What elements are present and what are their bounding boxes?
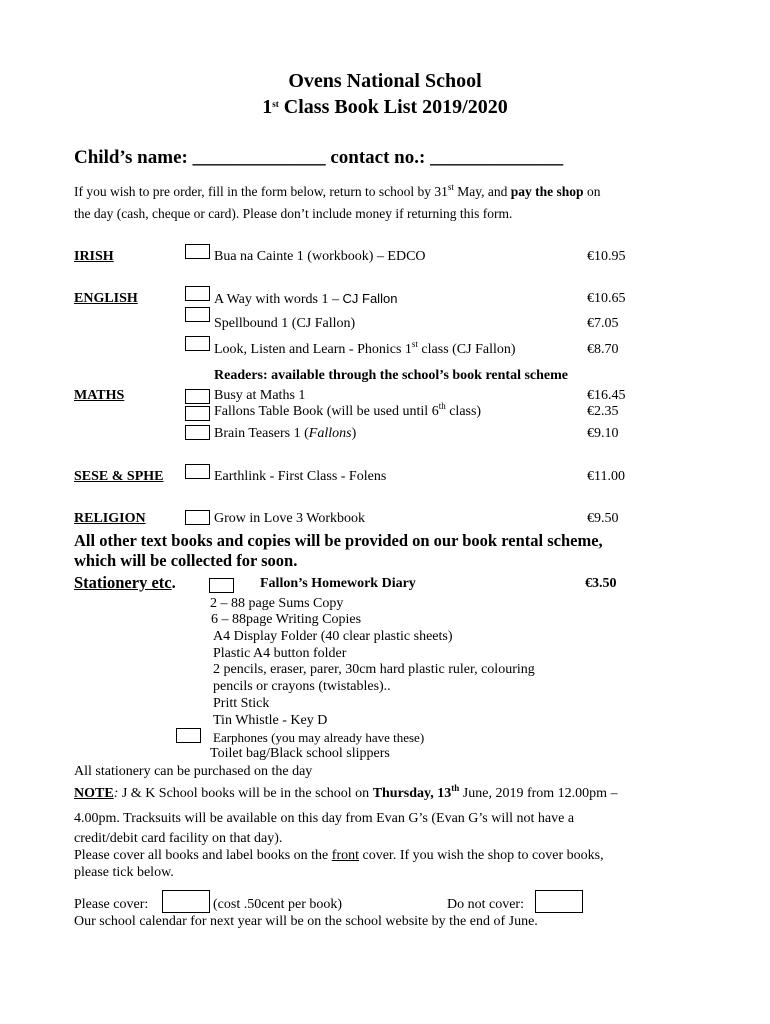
calendar-note: Our school calendar for next year will be on the school website by the end of June. bbox=[74, 914, 538, 929]
checkbox-sese-1[interactable] bbox=[185, 464, 210, 479]
rental-note-line-2: which will be collected for soon. bbox=[74, 551, 298, 570]
checkbox-english-3[interactable] bbox=[185, 336, 210, 351]
stationery-item: pencils or crayons (twistables).. bbox=[213, 679, 391, 694]
subject-sese-sphe: SESE & SPHE bbox=[74, 469, 164, 484]
price-irish-1: €10.95 bbox=[587, 249, 626, 264]
checkbox-maths-2[interactable] bbox=[185, 406, 210, 421]
stationery-heading: Stationery etc. bbox=[74, 573, 176, 592]
stationery-item: Earphones (you may already have these) bbox=[213, 730, 425, 745]
subject-religion: RELIGION bbox=[74, 511, 146, 526]
note-line-5: please tick below. bbox=[74, 865, 174, 880]
subject-irish: IRISH bbox=[74, 249, 114, 264]
price-maths-1: €16.45 bbox=[587, 388, 626, 403]
price-english-2: €7.05 bbox=[587, 316, 619, 331]
subject-english: ENGLISH bbox=[74, 291, 138, 306]
note-line-2: 4.00pm. Tracksuits will be available on this day from Evan G’s (Evan G’s will not have a bbox=[74, 811, 575, 826]
book-english-3: Look, Listen and Learn - Phonics 1st class (CJ Fallon) bbox=[214, 339, 516, 357]
stationery-item: 2 – 88 page Sums Copy bbox=[210, 596, 344, 611]
checkbox-maths-3[interactable] bbox=[185, 425, 210, 440]
note-line-1: NOTE: J & K School books will be in the school on Thursday, 13th June, 2019 from 12.00pm – bbox=[74, 783, 618, 801]
list-title: 1st Class Book List 2019/2020 bbox=[262, 96, 508, 118]
checkbox-english-1[interactable] bbox=[185, 286, 210, 301]
school-name: Ovens National School bbox=[288, 70, 482, 92]
book-maths-1: Busy at Maths 1 bbox=[214, 388, 306, 403]
note-line-3: credit/debit card facility on that day). bbox=[74, 831, 283, 846]
book-sese-1: Earthlink - First Class - Folens bbox=[214, 469, 387, 484]
price-sese-1: €11.00 bbox=[587, 469, 625, 484]
price-english-3: €8.70 bbox=[587, 342, 619, 357]
stationery-item: 6 – 88page Writing Copies bbox=[211, 612, 362, 627]
stationery-footer: All stationery can be purchased on the day bbox=[74, 764, 313, 779]
please-cover-label: Please cover: bbox=[74, 897, 149, 912]
price-religion-1: €9.50 bbox=[587, 511, 619, 526]
rental-note-line-1: All other text books and copies will be provided on our book rental scheme, bbox=[74, 531, 603, 550]
do-not-cover-box[interactable] bbox=[535, 890, 583, 913]
book-irish-1: Bua na Cainte 1 (workbook) – EDCO bbox=[214, 249, 426, 264]
readers-note: Readers: available through the school’s book rental scheme bbox=[214, 368, 569, 383]
diary-item: Fallon’s Homework Diary bbox=[260, 576, 416, 591]
please-cover-box[interactable] bbox=[162, 890, 210, 913]
checkbox-religion-1[interactable] bbox=[185, 510, 210, 525]
subject-maths: MATHS bbox=[74, 388, 125, 403]
intro-line-1: If you wish to pre order, fill in the form below, return to school by 31st May, and pay the shop on bbox=[74, 182, 601, 199]
book-maths-2: Fallons Table Book (will be used until 6th class) bbox=[214, 401, 482, 419]
book-maths-3: Brain Teasers 1 (Fallons) bbox=[214, 426, 357, 441]
note-line-4: Please cover all books and label books on the front cover. If you wish the shop to cover books, bbox=[74, 848, 604, 863]
stationery-item: Toilet bag/Black school slippers bbox=[210, 746, 390, 761]
stationery-item: Plastic A4 button folder bbox=[213, 646, 347, 661]
cover-cost: (cost .50cent per book) bbox=[213, 897, 343, 912]
checkbox-earphones[interactable] bbox=[176, 728, 201, 743]
price-maths-2: €2.35 bbox=[587, 404, 619, 419]
child-name-contact: Child’s name: ______________ contact no.: ______________ bbox=[74, 147, 564, 168]
stationery-item: 2 pencils, eraser, parer, 30cm hard plastic ruler, colouring bbox=[213, 662, 535, 677]
checkbox-irish-1[interactable] bbox=[185, 244, 210, 259]
stationery-item: Pritt Stick bbox=[213, 696, 270, 711]
checkbox-diary[interactable] bbox=[209, 578, 234, 593]
price-maths-3: €9.10 bbox=[587, 426, 619, 441]
diary-price: €3.50 bbox=[585, 576, 617, 591]
do-not-cover-label: Do not cover: bbox=[447, 897, 524, 912]
book-religion-1: Grow in Love 3 Workbook bbox=[214, 511, 366, 526]
intro-line-2: the day (cash, cheque or card). Please don’t include money if returning this form. bbox=[74, 206, 513, 221]
checkbox-maths-1[interactable] bbox=[185, 389, 210, 404]
stationery-item: Tin Whistle - Key D bbox=[213, 713, 328, 728]
book-english-2: Spellbound 1 (CJ Fallon) bbox=[214, 316, 356, 331]
checkbox-english-2[interactable] bbox=[185, 307, 210, 322]
book-english-1: A Way with words 1 – CJ Fallon bbox=[214, 291, 398, 307]
stationery-item: A4 Display Folder (40 clear plastic sheets) bbox=[213, 629, 453, 644]
price-english-1: €10.65 bbox=[587, 291, 626, 306]
